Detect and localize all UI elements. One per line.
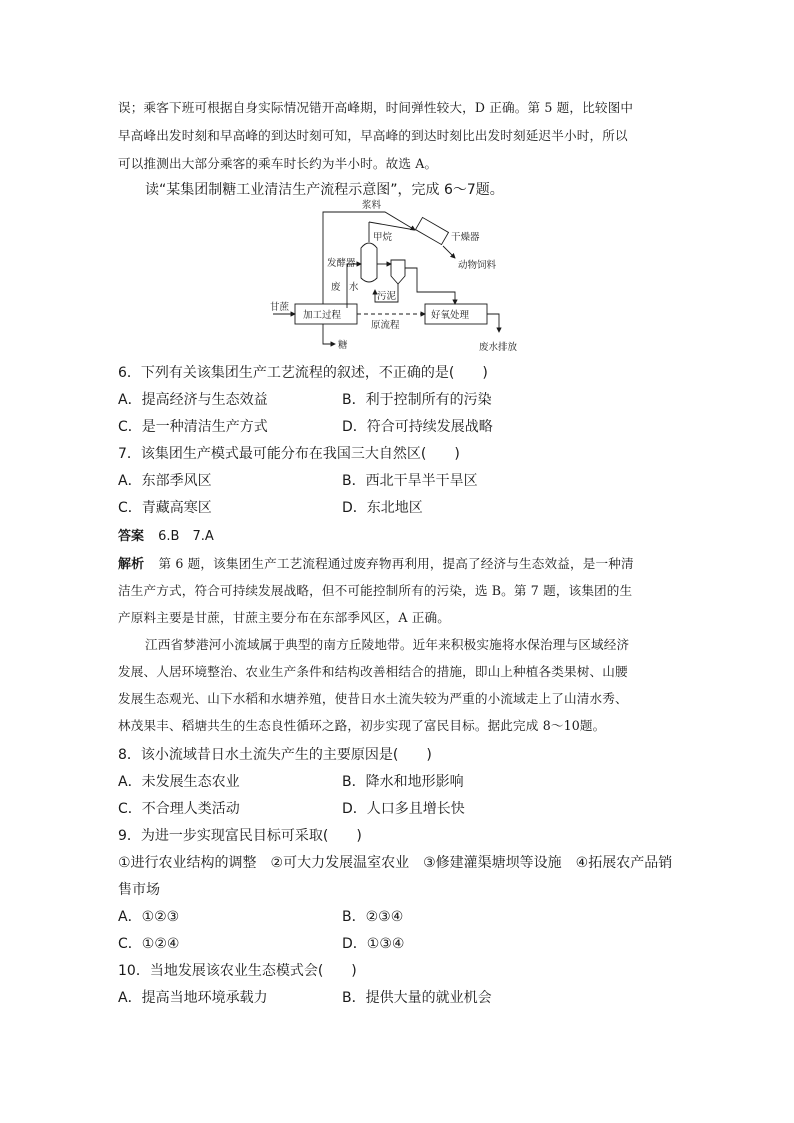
q6-option-c[interactable]: C．是一种清洁生产方式 bbox=[118, 419, 268, 435]
analysis-label: 解析 bbox=[118, 557, 145, 572]
label-processing: 加工过程 bbox=[303, 310, 342, 321]
q7-option-d[interactable]: D．东北地区 bbox=[342, 500, 423, 516]
analysis-line-2: 洁生产方式，符合可持续发展战略，但不可能控制所有的污染，选 B。第 7 题，该集团的生 bbox=[118, 583, 633, 598]
q6-option-a[interactable]: A．提高经济与生态效益 bbox=[118, 392, 268, 408]
read-prompt: 读“某集团制糖工业清洁生产流程示意图”，完成 6～7题。 bbox=[145, 182, 504, 198]
analysis-line-3: 产原料主要是甘蔗，甘蔗主要分布在东部季风区，A 正确。 bbox=[118, 610, 450, 625]
answer-text: 6.B 7.A bbox=[158, 529, 214, 544]
q7-option-a[interactable]: A．东部季风区 bbox=[118, 473, 212, 489]
label-original-flow: 原流程 bbox=[371, 320, 400, 331]
intro-line-3: 可以推测出大部分乘客的乘车时长约为半小时。故选 A。 bbox=[118, 156, 438, 171]
dryer-box bbox=[416, 217, 449, 244]
q9-option-a[interactable]: A．①②③ bbox=[118, 909, 180, 925]
label-waste-2: 水 bbox=[349, 282, 359, 293]
passage-line-4: 林茂果丰、稻塘共生的生态良性循环之路，初步实现了富民目标。据此完成 8～10题。 bbox=[118, 718, 606, 733]
intro-line-1: 误；乘客下班可根据自身实际情况错开高峰期，时间弹性较大，D 正确。第 5 题，比较图中 bbox=[118, 100, 634, 115]
q6-option-b[interactable]: B．利于控制所有的污染 bbox=[342, 392, 492, 408]
q9-items-line-1: ①进行农业结构的调整 ②可大力发展温室农业 ③修建灌渠塘坝等设施 ④拓展农产品销 bbox=[118, 855, 673, 871]
label-fermenter: 发酵器 bbox=[327, 258, 356, 269]
q8-stem: 8．该小流域昔日水土流失产生的主要原因是( ) bbox=[118, 747, 432, 763]
label-sugar: 糖 bbox=[338, 340, 348, 351]
to-aerobic-arrow bbox=[405, 268, 455, 304]
q7-option-b[interactable]: B．西北干旱半干旱区 bbox=[342, 473, 478, 489]
passage-line-3: 发展生态观光、山下水稻和水塘养殖，使昔日水土流失较为严重的小流域走上了山清水秀、 bbox=[118, 691, 628, 706]
analysis-line-1 bbox=[118, 553, 678, 572]
q10-option-b[interactable]: B．提供大量的就业机会 bbox=[342, 990, 492, 1006]
q8-option-b[interactable]: B．降水和地形影响 bbox=[342, 774, 464, 790]
q9-stem: 9．为进一步实现富民目标可采取( ) bbox=[118, 828, 362, 844]
sugar-arrow bbox=[323, 324, 335, 344]
feed-arrow bbox=[443, 246, 455, 258]
q6-stem: 6．下列有关该集团生产工艺流程的叙述，不正确的是( ) bbox=[118, 365, 488, 381]
label-aerobic: 好氧处理 bbox=[431, 310, 470, 321]
q9-option-c[interactable]: C．①②④ bbox=[118, 936, 180, 952]
label-waste-1: 废 bbox=[331, 282, 341, 293]
label-discharge: 废水排放 bbox=[479, 342, 518, 353]
label-feed: 动物饲料 bbox=[458, 260, 497, 271]
q8-option-c[interactable]: C．不合理人类活动 bbox=[118, 801, 240, 817]
q7-option-c[interactable]: C．青藏高寒区 bbox=[118, 500, 212, 516]
passage-line-1: 江西省梦港河小流域属于典型的南方丘陵地带。近年来积极实施将水保治理与区域经济 bbox=[145, 637, 630, 652]
answer-line bbox=[118, 525, 678, 544]
label-dryer: 干燥器 bbox=[451, 232, 480, 243]
label-slurry: 浆料 bbox=[362, 200, 382, 211]
q9-option-b[interactable]: B．②③④ bbox=[342, 909, 404, 925]
answer-label: 答案 bbox=[118, 529, 145, 544]
discharge-arrow bbox=[487, 314, 499, 332]
label-sugarcane: 甘蔗 bbox=[270, 302, 290, 313]
passage-line-2: 发展、人居环境整治、农业生产条件和结构改善相结合的措施，即山上种植各类果树、山腰 bbox=[118, 664, 628, 679]
q7-stem: 7．该集团生产模式最可能分布在我国三大自然区( ) bbox=[118, 446, 460, 462]
intro-line-2: 早高峰出发时刻和早高峰的到达时刻可知，早高峰的到达时刻比出发时刻延迟半小时，所以 bbox=[118, 128, 628, 143]
analysis-text-1: 第 6 题，该集团生产工艺流程通过废弃物再利用，提高了经济与生态效益，是一种清 bbox=[158, 556, 634, 571]
q10-stem: 10．当地发展该农业生态模式会( ) bbox=[118, 963, 357, 979]
q6-option-d[interactable]: D．符合可持续发展战略 bbox=[342, 419, 493, 435]
q9-items-line-2: 售市场 bbox=[118, 882, 160, 898]
q8-option-d[interactable]: D．人口多且增长快 bbox=[342, 801, 465, 817]
sugar-production-flow-diagram bbox=[265, 198, 535, 358]
label-methane: 甲烷 bbox=[373, 232, 393, 243]
q9-option-d[interactable]: D．①③④ bbox=[342, 936, 405, 952]
settling-tank bbox=[391, 260, 405, 284]
label-sludge: 污泥 bbox=[377, 291, 397, 302]
q8-option-a[interactable]: A．未发展生态农业 bbox=[118, 774, 240, 790]
fermenter-tank bbox=[361, 243, 377, 282]
q10-option-a[interactable]: A．提高当地环境承载力 bbox=[118, 990, 268, 1006]
